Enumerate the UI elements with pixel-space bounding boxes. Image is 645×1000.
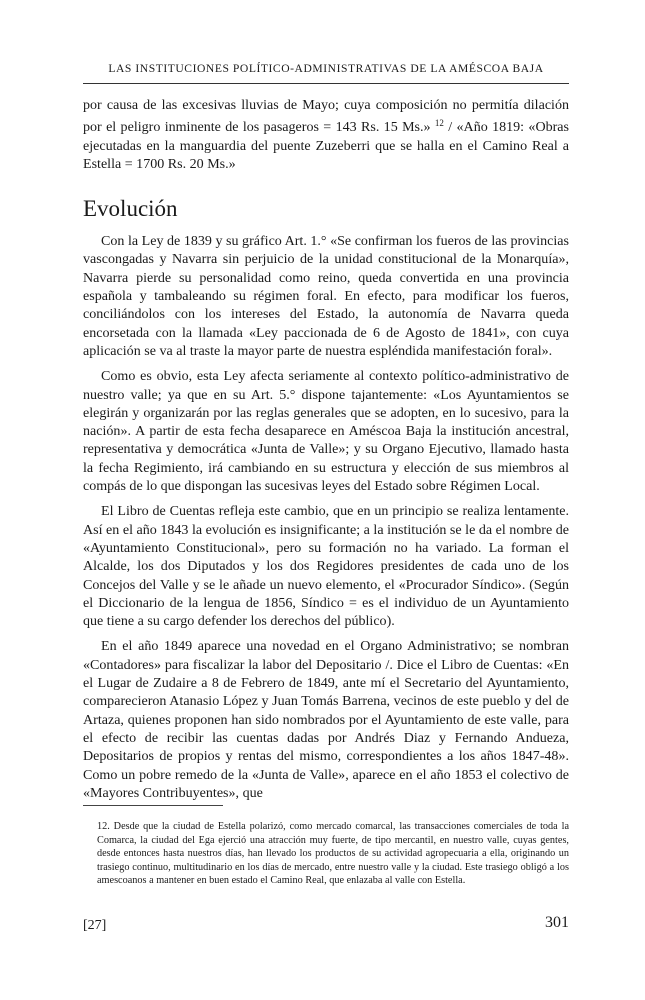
paragraph-4: En el año 1849 aparece una novedad en el Organo Administrativo; se nombran «Contadores» para fiscalizar la labor del Depositario /. Dice el Libro de Cuentas: «En el Lugar de Zudaire a 8 de Febrero de 1849, ante mí el Secretario del Ayuntamiento, comparecieron Atanasio López y Juan Tomás Barrena, vecinos de este pueblo y del de Artaza, quienes proponen han sido nombrados por el Ayuntamiento de este valle, para el efecto de recibir las cuentas dadas por Andrés Diaz y Fernando Andueza, Depositarios de propios y rentas del mismo, correspondientes a los años 1847-48». Como un pobre remedo de la «Junta de Valle», aparece en el año 1853 el colectivo de «Mayores Contribuyentes», que — [83, 638, 569, 801]
paragraph-1: Con la Ley de 1839 y su gráfico Art. 1.° «Se confirman los fueros de las provincias vascongadas y Navarra sin perjuicio de la unidad constitucional de la Monarquía», Navarra pierde su personalidad como reino, queda convertida en una provincia española y tambaleando su régimen foral. En efecto, para modificar los fueros, conciliándolos con los intereses del Estado, la autonomía de Navarra queda encorsetada con la llamada «Ley paccionada de 6 de Agosto de 1841», con cuya aplicación se va al traste la mayor parte de nuestra espléndida manifestación foral». — [83, 233, 569, 359]
footnote — [83, 820, 569, 888]
section-page-number: [27] — [83, 918, 107, 933]
paragraph-3: El Libro de Cuentas refleja este cambio, que en un principio se realiza lentamente. Así en el año 1843 la evolución es insignificante; a la institución se le da el nombre de «Ayuntamiento Constitucional», pero su formación no ha variado. La forman el Alcalde, los dos Diputados y los dos Regidores presidentes de cada uno de los Concejos del Valle y se le añade un nuevo elemento, el «Procurador Síndico». (Según el Diccionario de la lengua de 1856, Síndico = es el individuo de un Ayuntamiento que tiene a su cargo defender los derechos del público). — [83, 503, 569, 630]
paragraph-2: Como es obvio, esta Ley afecta seriamente al contexto político-administrativo de nuestro valle; ya que en su Art. 5.° dispone tajantemente: «Los Ayuntamientos se elegirán y organizarán por las reglas generales que se adopten, en lo sucesivo, para la nación». A partir de esta fecha desaparece en Améscoa Baja la institución ancestral, representativa y democrática «Junta de Valle»; y su Organo Ejecutivo, llamado hasta la fecha Regimiento, irá cambiando en su estructura y elección de sus miembros al compás de lo que dispongan las sucesivas leyes del Estado sobre Régimen Local. — [83, 368, 569, 495]
header-rule — [83, 83, 569, 84]
paragraph-text-part-2: / «Año 1819: «Obras ejecutadas en la manguardia del puente Zuzeberri que se halla en el Camino Real a Estella = 1700 Rs. 20 Ms.» — [83, 119, 569, 172]
paragraph-text-part-1: por causa de las excesivas lluvias de Mayo; cuya composición no permitía dilación por el peligro inminente de los pasageros = 143 Rs. 15 Ms.» — [83, 97, 569, 136]
footnote-text: 12. Desde que la ciudad de Estella polarizó, como mercado comarcal, las transacciones comerciales de toda la Comarca, la ciudad del Ega ejerció una atracción muy fuerte, de tipo mercantil, en nuestro valle, cuyas gentes, desde entonces hasta nuestros días, han llevado los productos de su actividad agropecuaria a ella, originando un trasiego continuo, multitudinario en los días de mercado, entre nuestro valle y la ciudad. Este trasiego obligó a los amescoanos a mantener en buen estado el Camino Real, que enlazaba al valle con Estella. — [97, 821, 569, 887]
body-text — [83, 96, 569, 809]
paragraph-continued — [83, 96, 569, 173]
footnote-rule — [83, 805, 223, 806]
footnote-reference[interactable]: 12 — [434, 118, 444, 129]
running-header: LAS INSTITUCIONES POLÍTICO-ADMINISTRATIVAS DE LA AMÉSCOA BAJA — [108, 62, 544, 75]
section-title: Evolución — [83, 196, 178, 222]
page-number: 301 — [545, 914, 569, 931]
